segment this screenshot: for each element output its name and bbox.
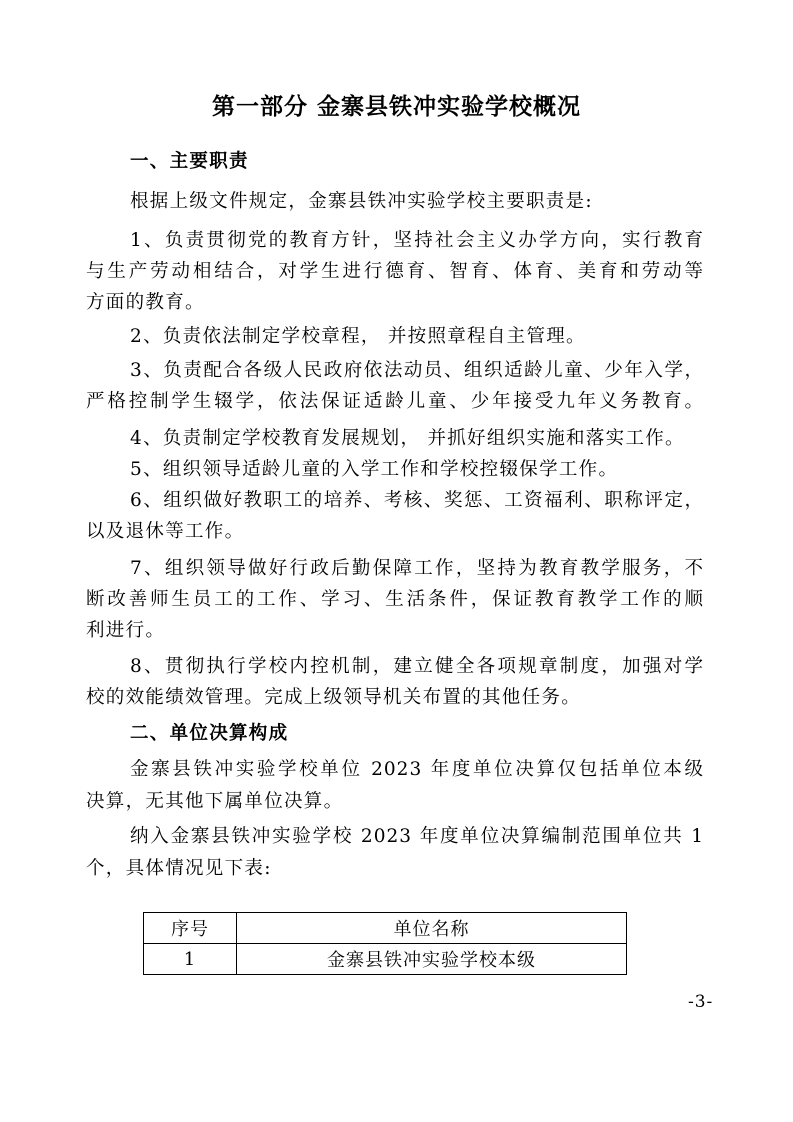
paragraph-line: 1、负责贯彻党的教育方针，坚持社会主义办学方向，实行教育	[130, 230, 704, 251]
page-number: -3-	[688, 992, 714, 1012]
section-heading-main-duties: 一、主要职责	[130, 151, 249, 172]
paragraph-line: 5、组织领导适龄儿童的入学工作和学校控辍保学工作。	[130, 459, 619, 480]
paragraph-line: 以及退休等工作。	[86, 521, 245, 542]
paragraph-line: 纳入金寨县铁冲实验学校 2023 年度单位决算编制范围单位共 1	[130, 826, 704, 847]
paragraph-line: 利进行。	[86, 620, 166, 641]
paragraph-line: 根据上级文件规定，金寨县铁冲实验学校主要职责是:	[130, 191, 593, 212]
paragraph-line: 断改善师生员工的工作、学习、生活条件，保证教育教学工作的顺	[86, 589, 704, 610]
paragraph-line: 严格控制学生辍学，依法保证适龄儿童、少年接受九年义务教育。	[86, 391, 704, 412]
table-header-cell: 单位名称	[237, 913, 627, 944]
paragraph-line: 7、组织领导做好行政后勤保障工作，坚持为教育教学服务，不	[130, 558, 704, 579]
paragraph-line: 校的效能绩效管理。完成上级领导机关布置的其他任务。	[86, 687, 582, 708]
paragraph-line: 决算，无其他下属单位决算。	[86, 791, 344, 812]
table-header-cell: 序号	[144, 913, 237, 944]
section-heading-unit-composition: 二、单位决算构成	[130, 723, 289, 744]
paragraph-line: 6、组织做好教职工的培养、考核、奖惩、工资福利、职称评定，	[130, 490, 704, 511]
paragraph-line: 3、负责配合各级人民政府依法动员、组织适龄儿童、少年入学，	[130, 360, 704, 381]
paragraph-line: 金寨县铁冲实验学校单位 2023 年度单位决算仅包括单位本级	[130, 759, 704, 780]
table-cell: 1	[144, 944, 237, 975]
paragraph-line: 方面的教育。	[86, 292, 205, 313]
paragraph-line: 2、负责依法制定学校章程， 并按照章程自主管理。	[130, 326, 586, 347]
table-cell: 金寨县铁冲实验学校本级	[237, 944, 627, 975]
paragraph-line: 8、贯彻执行学校内控机制，建立健全各项规章制度，加强对学	[130, 656, 704, 677]
table-header-row	[144, 913, 627, 944]
page-title: 第一部分 金寨县铁冲实验学校概况	[211, 94, 581, 120]
table-row	[144, 944, 627, 975]
unit-table	[143, 912, 627, 975]
paragraph-line: 4、负责制定学校教育发展规划， 并抓好组织实施和落实工作。	[130, 428, 685, 449]
paragraph-line: 个，具体情况见下表:	[86, 858, 272, 879]
paragraph-line: 与生产劳动相结合，对学生进行德育、智育、体育、美育和劳动等	[86, 261, 704, 282]
